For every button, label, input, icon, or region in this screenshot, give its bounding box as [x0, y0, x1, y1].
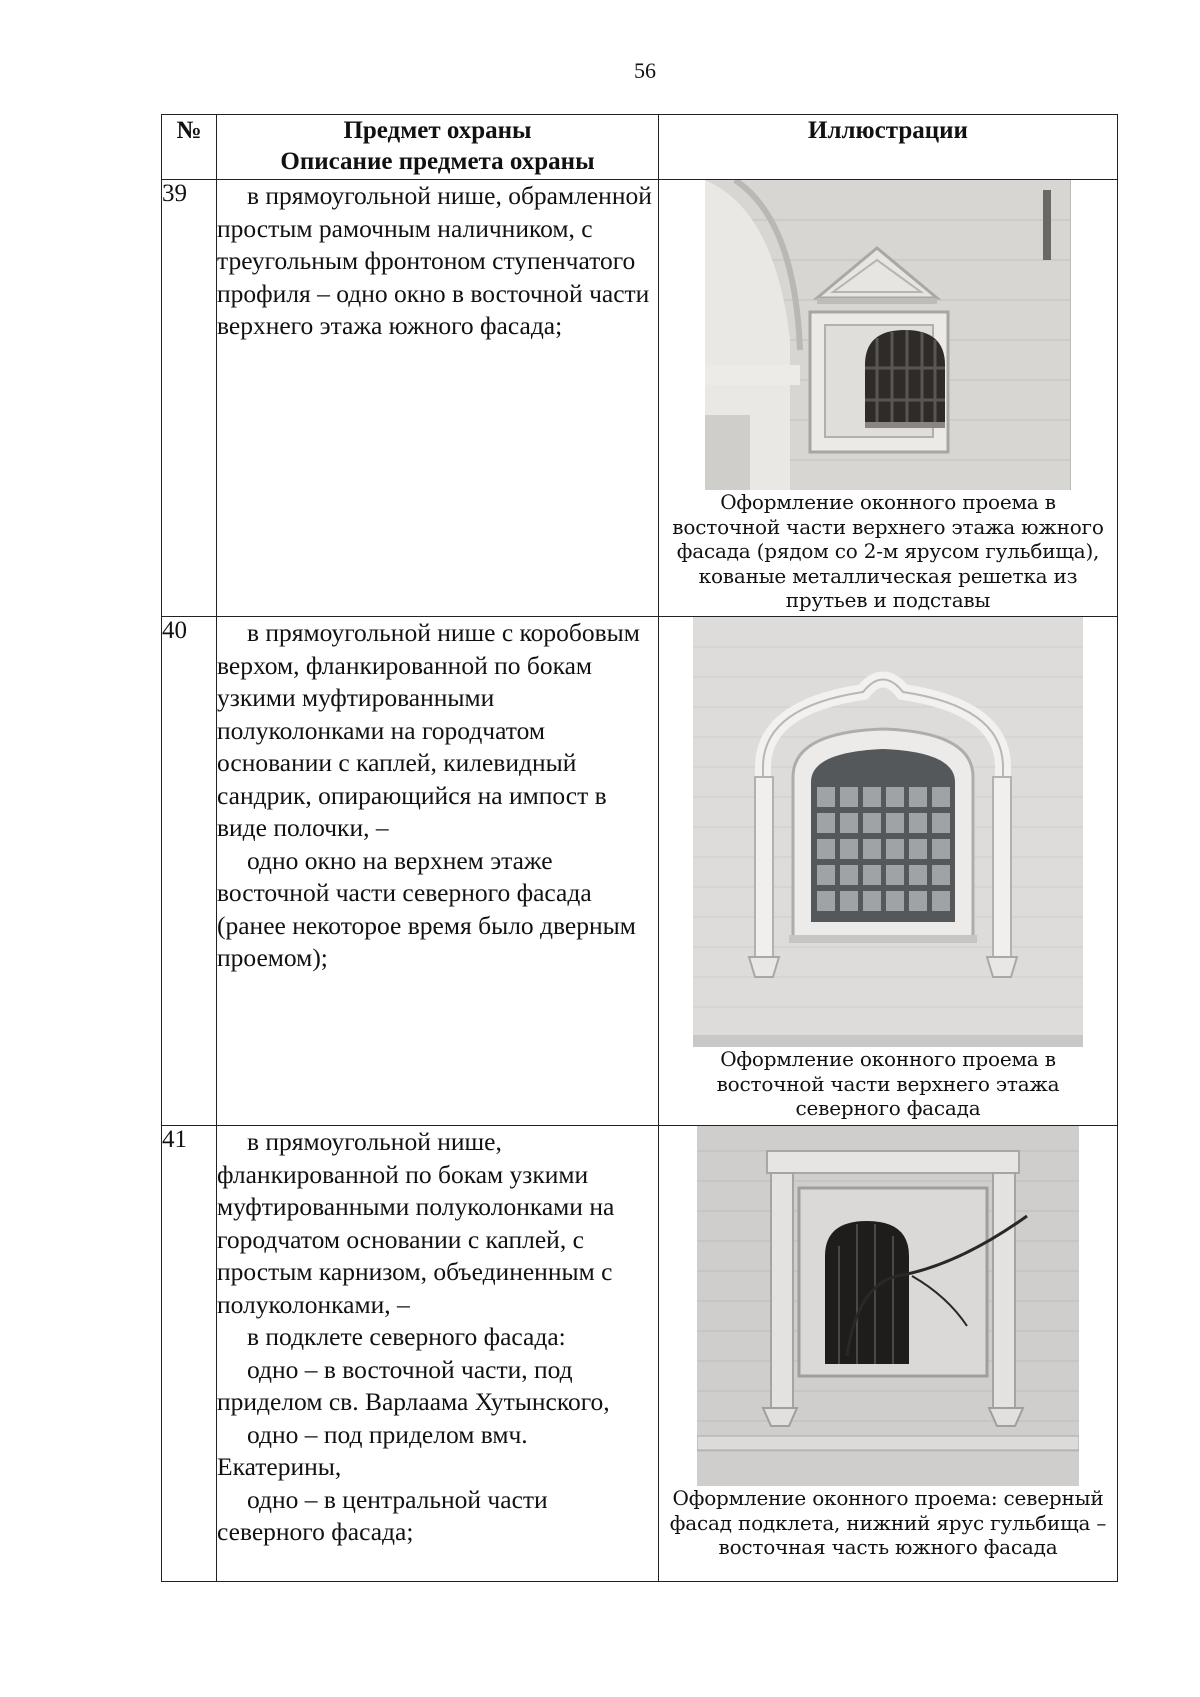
- header-illustrations: Иллюстрации: [659, 115, 1118, 180]
- illustration-caption: Оформление оконного проема: северный фасад подклета, нижний ярус гульбища – восточная часть южного фасада: [669, 1486, 1107, 1559]
- page-number: 56: [634, 58, 656, 83]
- row-number: 39: [162, 180, 217, 617]
- row-description: [217, 617, 659, 1126]
- table-header-row: [162, 115, 1118, 180]
- description-paragraph: в подклете северного фасада:: [247, 1322, 566, 1351]
- table-row: [162, 180, 1118, 617]
- illustration-cell: [659, 617, 1118, 1126]
- description-paragraph: одно – в восточной части, под приделом св. Варлаама Хутынского,: [217, 1354, 610, 1416]
- description-paragraph: одно окно на верхнем этаже восточной части северного фасада (ранее некоторое время было дверным проемом);: [217, 845, 636, 972]
- illustration-caption: Оформление оконного проема в восточной части верхнего этажа южного фасада (рядом со 2-м ярусом гульбища), кованые металлическая решетка из прутьев и подставы: [672, 490, 1104, 612]
- illustration-cell: [659, 180, 1118, 617]
- description-paragraph: одно – под приделом вмч. Екатерины,: [217, 1419, 528, 1481]
- window-photo-podklet: [697, 1126, 1079, 1486]
- description-paragraph: в прямоугольной нише с коробовым верхом, фланкированной по бокам узкими муфтированными полуколонками на городчатом основании с каплей, килевидный сандрик, опирающийся на импост в виде полочки, –: [217, 618, 640, 842]
- window-photo-north-facade: [693, 617, 1083, 1047]
- table-row: [162, 617, 1118, 1126]
- illustration-caption: Оформление оконного проема в восточной части верхнего этажа северного фасада: [716, 1047, 1060, 1120]
- header-number: №: [162, 115, 217, 180]
- row-description: [217, 1126, 659, 1582]
- description-paragraph: в прямоугольной нише, обрамленной простым рамочным наличником, с треугольным фронтоном ступенчатого профиля – одно окно в восточной части верхнего этажа южного фасада;: [217, 181, 652, 340]
- row-description: [217, 180, 659, 617]
- row-number: 41: [162, 1126, 217, 1582]
- illustration-cell: [659, 1126, 1118, 1582]
- description-paragraph: одно – в центральной части северного фасада;: [217, 1484, 548, 1546]
- window-photo-south-facade: [705, 180, 1071, 490]
- header-subject: [217, 115, 659, 180]
- header-subject-title: Предмет охраны: [343, 117, 532, 144]
- protection-table: [161, 114, 1118, 1582]
- header-subject-description: Описание предмета охраны: [280, 148, 595, 175]
- row-number: 40: [162, 617, 217, 1126]
- description-paragraph: в прямоугольной нише, фланкированной по бокам узкими муфтированными полуколонками на городчатом основании с каплей, с простым карнизом, объединенным с полуколонками, –: [217, 1127, 615, 1319]
- table-row: [162, 1126, 1118, 1582]
